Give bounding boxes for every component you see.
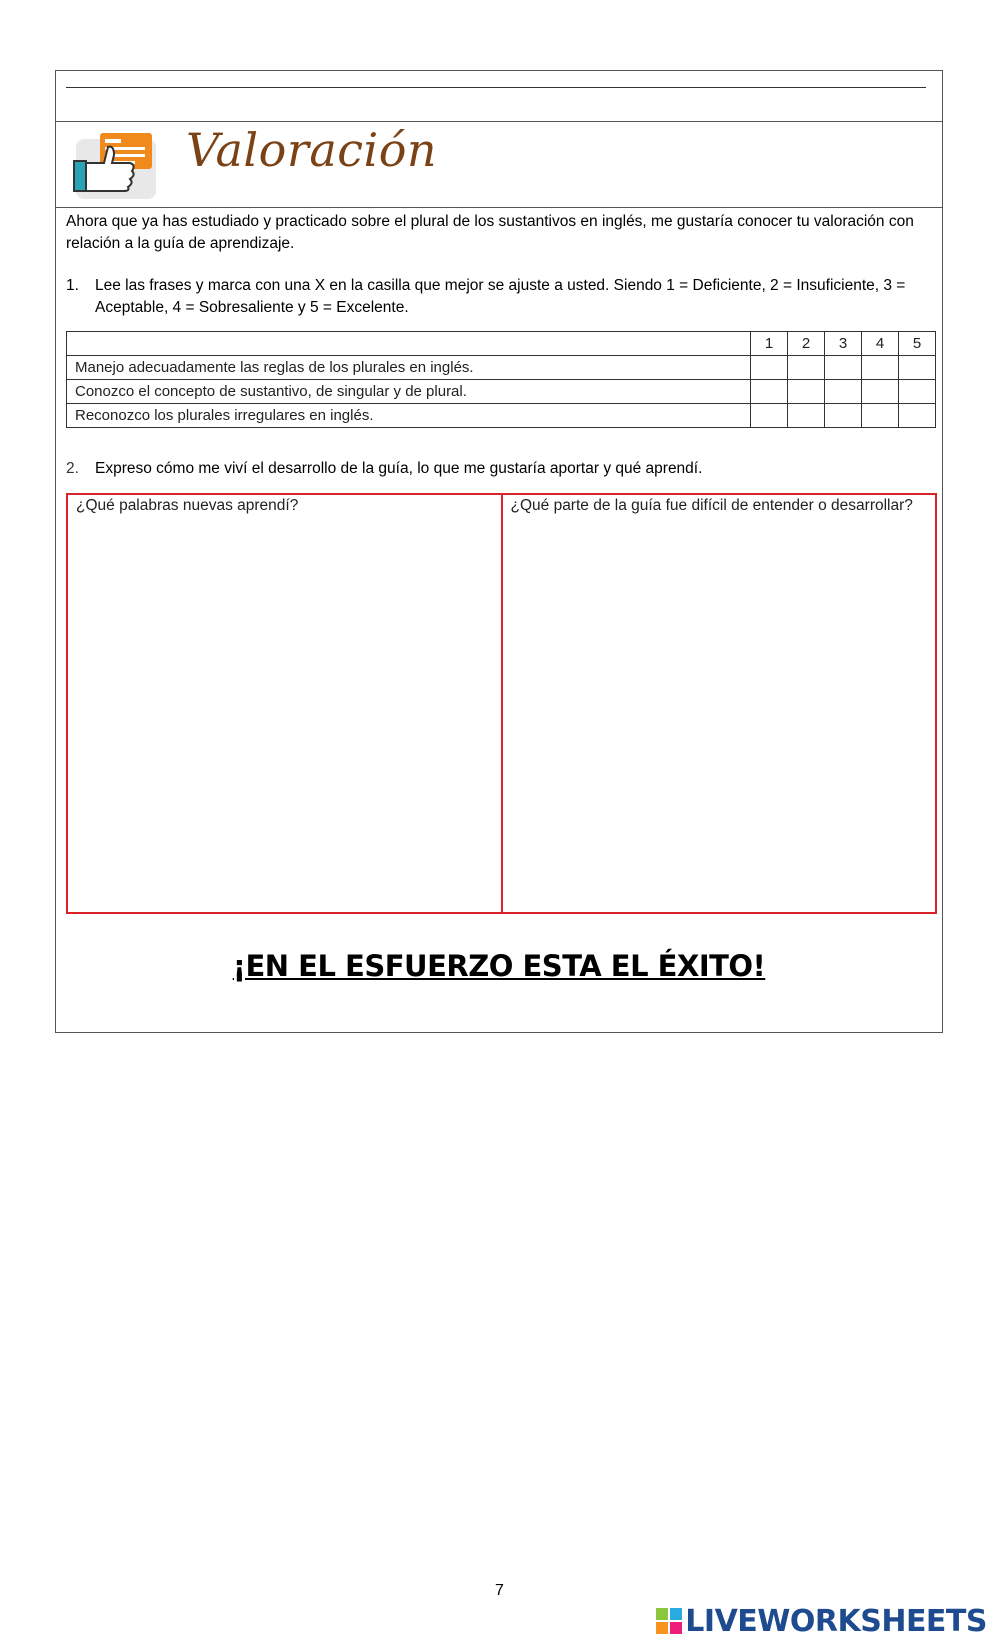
rating-col-3: 3 bbox=[825, 332, 862, 356]
thumbs-up-feedback-icon bbox=[70, 129, 158, 201]
rating-table bbox=[66, 331, 936, 428]
reflection-answer-box bbox=[66, 493, 937, 914]
difficult-part-answer-area[interactable] bbox=[501, 495, 936, 912]
top-rule bbox=[66, 87, 926, 88]
rating-checkbox-4[interactable] bbox=[862, 404, 899, 428]
question-2-text: Expreso cómo me viví el desarrollo de la guía, lo que me gustaría aportar y qué aprendí. bbox=[95, 460, 703, 477]
rating-checkbox-1[interactable] bbox=[751, 404, 788, 428]
rating-statement: Conozco el concepto de sustantivo, de singular y de plural. bbox=[67, 380, 751, 404]
rating-checkbox-5[interactable] bbox=[899, 404, 936, 428]
rating-checkbox-1[interactable] bbox=[751, 356, 788, 380]
rating-checkbox-3[interactable] bbox=[825, 380, 862, 404]
rating-col-4: 4 bbox=[862, 332, 899, 356]
page-number: 7 bbox=[495, 1582, 504, 1599]
new-words-prompt: ¿Qué palabras nuevas aprendí? bbox=[76, 497, 299, 514]
difficult-part-prompt: ¿Qué parte de la guía fue difícil de entender o desarrollar? bbox=[510, 497, 913, 514]
rating-checkbox-4[interactable] bbox=[862, 356, 899, 380]
liveworksheets-logo-icon bbox=[656, 1608, 682, 1634]
rating-checkbox-5[interactable] bbox=[899, 380, 936, 404]
header-divider-bottom bbox=[56, 207, 942, 208]
rating-header-row bbox=[67, 332, 936, 356]
table-row bbox=[67, 356, 936, 380]
rating-checkbox-2[interactable] bbox=[788, 380, 825, 404]
rating-checkbox-4[interactable] bbox=[862, 380, 899, 404]
rating-header-blank bbox=[67, 332, 751, 356]
rating-checkbox-3[interactable] bbox=[825, 404, 862, 428]
liveworksheets-brand bbox=[656, 1604, 987, 1638]
rating-checkbox-2[interactable] bbox=[788, 356, 825, 380]
header-divider-top bbox=[56, 121, 942, 122]
new-words-answer-area[interactable] bbox=[68, 495, 501, 912]
table-row bbox=[67, 404, 936, 428]
question-1-text: Lee las frases y marca con una X en la casilla que mejor se ajuste a usted. Siendo 1 = Deficiente, 2 = Insuficiente, 3 = Aceptable, 4 = Sobresaliente y 5 = Excelente. bbox=[95, 277, 906, 316]
table-row bbox=[67, 380, 936, 404]
rating-col-5: 5 bbox=[899, 332, 936, 356]
rating-checkbox-1[interactable] bbox=[751, 380, 788, 404]
rating-col-1: 1 bbox=[751, 332, 788, 356]
question-2-number: 2. bbox=[66, 460, 79, 477]
rating-checkbox-5[interactable] bbox=[899, 356, 936, 380]
intro-paragraph: Ahora que ya has estudiado y practicado sobre el plural de los sustantivos en inglés, me gustaría conocer tu valoración con relación a la guía de aprendizaje. bbox=[66, 213, 914, 252]
rating-checkbox-3[interactable] bbox=[825, 356, 862, 380]
question-1 bbox=[66, 275, 938, 319]
brand-name: LIVEWORKSHEETS bbox=[685, 1603, 987, 1639]
rating-statement: Reconozco los plurales irregulares en inglés. bbox=[67, 404, 751, 428]
question-2 bbox=[66, 458, 938, 480]
motto-heading: ¡EN EL ESFUERZO ESTA EL ÉXITO! bbox=[232, 949, 766, 983]
rating-checkbox-2[interactable] bbox=[788, 404, 825, 428]
question-1-number: 1. bbox=[66, 277, 79, 294]
rating-statement: Manejo adecuadamente las reglas de los plurales en inglés. bbox=[67, 356, 751, 380]
page-title: Valoración bbox=[186, 123, 438, 177]
rating-col-2: 2 bbox=[788, 332, 825, 356]
worksheet-frame bbox=[55, 70, 943, 1033]
